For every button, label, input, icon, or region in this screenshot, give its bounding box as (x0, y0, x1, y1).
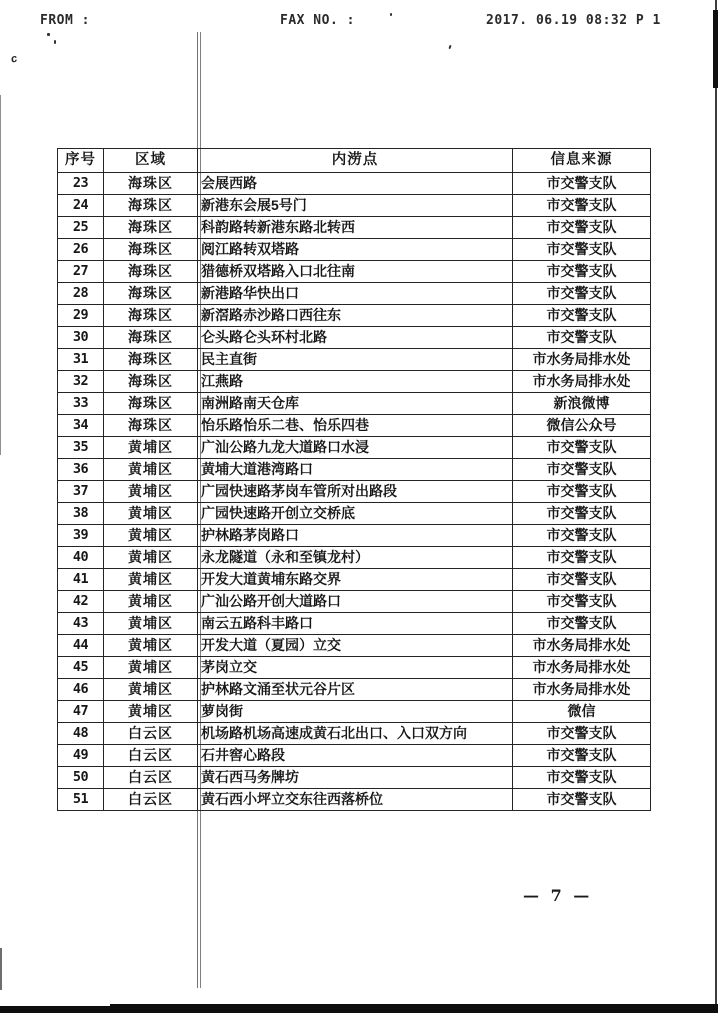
cell-waterlogging-point: 新港东会展5号门 (198, 195, 513, 217)
page-number: — 7 — (523, 886, 593, 905)
cell-info-source: 市水务局排水处 (513, 679, 651, 701)
cell-district: 海珠区 (104, 371, 198, 393)
scan-speck (448, 45, 451, 49)
cell-district: 黄埔区 (104, 525, 198, 547)
fax-from-label: FROM : (40, 13, 90, 28)
table-row (58, 305, 651, 327)
cell-waterlogging-point: 江燕路 (198, 371, 513, 393)
fax-header (0, 13, 718, 31)
table-row (58, 723, 651, 745)
cell-serial-number: 41 (58, 569, 104, 591)
cell-waterlogging-point: 猎德桥双塔路入口北往南 (198, 261, 513, 283)
table-row (58, 613, 651, 635)
cell-serial-number: 38 (58, 503, 104, 525)
cell-info-source: 市交警支队 (513, 569, 651, 591)
right-edge-dark-artifact (713, 10, 718, 88)
scan-speck (54, 40, 56, 44)
waterlogging-points-table (57, 148, 651, 811)
cell-serial-number: 29 (58, 305, 104, 327)
cell-waterlogging-point: 新滘路赤沙路口西往东 (198, 305, 513, 327)
table-row (58, 437, 651, 459)
cell-waterlogging-point: 怡乐路怡乐二巷、怡乐四巷 (198, 415, 513, 437)
table-row (58, 679, 651, 701)
cell-serial-number: 23 (58, 173, 104, 195)
cell-district: 海珠区 (104, 261, 198, 283)
cell-info-source: 市交警支队 (513, 745, 651, 767)
cell-serial-number: 44 (58, 635, 104, 657)
cell-district: 海珠区 (104, 327, 198, 349)
table-row (58, 261, 651, 283)
cell-serial-number: 43 (58, 613, 104, 635)
cell-serial-number: 37 (58, 481, 104, 503)
cell-district: 黄埔区 (104, 481, 198, 503)
table-row (58, 327, 651, 349)
cell-district: 黄埔区 (104, 635, 198, 657)
table-row (58, 701, 651, 723)
table-row (58, 591, 651, 613)
cell-serial-number: 35 (58, 437, 104, 459)
table-row (58, 239, 651, 261)
cell-serial-number: 30 (58, 327, 104, 349)
cell-district: 黄埔区 (104, 701, 198, 723)
cell-waterlogging-point: 广园快速路开创立交桥底 (198, 503, 513, 525)
cell-waterlogging-point: 广园快速路茅岗车管所对出路段 (198, 481, 513, 503)
cell-waterlogging-point: 会展西路 (198, 173, 513, 195)
cell-district: 海珠区 (104, 195, 198, 217)
cell-district: 白云区 (104, 723, 198, 745)
cell-waterlogging-point: 机场路机场高速成黄石北出口、入口双方向 (198, 723, 513, 745)
table-row (58, 195, 651, 217)
cell-waterlogging-point: 广汕公路开创大道路口 (198, 591, 513, 613)
cell-info-source: 新浪微博 (513, 393, 651, 415)
cell-serial-number: 27 (58, 261, 104, 283)
table-header-row (58, 149, 651, 173)
cell-waterlogging-point: 开发大道（夏园）立交 (198, 635, 513, 657)
cell-waterlogging-point: 南云五路科丰路口 (198, 613, 513, 635)
cell-district: 黄埔区 (104, 591, 198, 613)
cell-waterlogging-point: 护林路茅岗路口 (198, 525, 513, 547)
cell-district: 黄埔区 (104, 459, 198, 481)
scan-smudge-mark: c (9, 52, 19, 66)
cell-district: 海珠区 (104, 393, 198, 415)
cell-district: 白云区 (104, 767, 198, 789)
cell-info-source: 市交警支队 (513, 283, 651, 305)
table-row (58, 745, 651, 767)
cell-serial-number: 42 (58, 591, 104, 613)
cell-waterlogging-point: 永龙隧道（永和至镇龙村） (198, 547, 513, 569)
table-row (58, 371, 651, 393)
cell-serial-number: 25 (58, 217, 104, 239)
cell-info-source: 市交警支队 (513, 481, 651, 503)
cell-district: 黄埔区 (104, 437, 198, 459)
scan-speck (390, 13, 392, 16)
cell-waterlogging-point: 护林路文涌至状元谷片区 (198, 679, 513, 701)
cell-info-source: 市交警支队 (513, 217, 651, 239)
cell-info-source: 市交警支队 (513, 613, 651, 635)
cell-serial-number: 50 (58, 767, 104, 789)
cell-info-source: 市交警支队 (513, 195, 651, 217)
cell-district: 海珠区 (104, 415, 198, 437)
left-edge-line-artifact-lower (0, 948, 2, 990)
cell-district: 海珠区 (104, 349, 198, 371)
cell-waterlogging-point: 阅江路转双塔路 (198, 239, 513, 261)
table-row (58, 569, 651, 591)
table-row (58, 789, 651, 811)
table-body (58, 173, 651, 811)
cell-info-source: 市水务局排水处 (513, 657, 651, 679)
column-header-district: 区域 (104, 149, 198, 173)
cell-info-source: 市交警支队 (513, 503, 651, 525)
cell-serial-number: 36 (58, 459, 104, 481)
table-row (58, 503, 651, 525)
table-row (58, 283, 651, 305)
cell-serial-number: 24 (58, 195, 104, 217)
cell-info-source: 市交警支队 (513, 459, 651, 481)
right-edge-line-artifact (715, 0, 717, 1013)
table-row (58, 173, 651, 195)
cell-district: 白云区 (104, 789, 198, 811)
bottom-scan-bar-thick (110, 1004, 718, 1013)
column-header-location: 内涝点 (198, 149, 513, 173)
cell-info-source: 市交警支队 (513, 591, 651, 613)
cell-district: 黄埔区 (104, 547, 198, 569)
table-row (58, 217, 651, 239)
cell-waterlogging-point: 黄石西马务牌坊 (198, 767, 513, 789)
cell-waterlogging-point: 黄石西小坪立交东往西落桥位 (198, 789, 513, 811)
cell-waterlogging-point: 仑头路仑头环村北路 (198, 327, 513, 349)
cell-serial-number: 51 (58, 789, 104, 811)
table-row (58, 349, 651, 371)
cell-waterlogging-point: 南洲路南天仓库 (198, 393, 513, 415)
cell-info-source: 市水务局排水处 (513, 349, 651, 371)
table-row (58, 481, 651, 503)
cell-waterlogging-point: 茅岗立交 (198, 657, 513, 679)
cell-info-source: 微信 (513, 701, 651, 723)
cell-serial-number: 34 (58, 415, 104, 437)
fax-number-label: FAX NO. : (280, 13, 355, 28)
cell-info-source: 市交警支队 (513, 239, 651, 261)
cell-info-source: 市交警支队 (513, 789, 651, 811)
cell-serial-number: 26 (58, 239, 104, 261)
table-row (58, 547, 651, 569)
cell-waterlogging-point: 新港路华快出口 (198, 283, 513, 305)
table-row (58, 657, 651, 679)
column-header-source: 信息来源 (513, 149, 651, 173)
table-row (58, 459, 651, 481)
fax-datetime: 2017. 06.19 08:32 P 1 (486, 13, 661, 28)
cell-info-source: 市交警支队 (513, 327, 651, 349)
cell-serial-number: 28 (58, 283, 104, 305)
table-row (58, 525, 651, 547)
cell-waterlogging-point: 萝岗街 (198, 701, 513, 723)
cell-info-source: 市水务局排水处 (513, 635, 651, 657)
cell-info-source: 市交警支队 (513, 305, 651, 327)
cell-district: 海珠区 (104, 217, 198, 239)
cell-serial-number: 45 (58, 657, 104, 679)
cell-district: 黄埔区 (104, 503, 198, 525)
column-header-no: 序号 (58, 149, 104, 173)
cell-waterlogging-point: 开发大道黄埔东路交界 (198, 569, 513, 591)
cell-waterlogging-point: 黄埔大道港湾路口 (198, 459, 513, 481)
cell-serial-number: 31 (58, 349, 104, 371)
table-row (58, 635, 651, 657)
cell-info-source: 市交警支队 (513, 173, 651, 195)
cell-waterlogging-point: 石井窖心路段 (198, 745, 513, 767)
table-row (58, 393, 651, 415)
cell-waterlogging-point: 科韵路转新港东路北转西 (198, 217, 513, 239)
cell-serial-number: 32 (58, 371, 104, 393)
cell-district: 海珠区 (104, 283, 198, 305)
cell-district: 海珠区 (104, 239, 198, 261)
cell-info-source: 市交警支队 (513, 525, 651, 547)
cell-serial-number: 40 (58, 547, 104, 569)
cell-district: 黄埔区 (104, 679, 198, 701)
cell-serial-number: 33 (58, 393, 104, 415)
cell-serial-number: 46 (58, 679, 104, 701)
cell-info-source: 市交警支队 (513, 261, 651, 283)
cell-waterlogging-point: 广汕公路九龙大道路口水浸 (198, 437, 513, 459)
cell-waterlogging-point: 民主直街 (198, 349, 513, 371)
cell-district: 黄埔区 (104, 569, 198, 591)
cell-district: 黄埔区 (104, 613, 198, 635)
cell-serial-number: 39 (58, 525, 104, 547)
cell-district: 黄埔区 (104, 657, 198, 679)
left-edge-line-artifact (0, 95, 1, 455)
cell-info-source: 微信公众号 (513, 415, 651, 437)
cell-info-source: 市交警支队 (513, 723, 651, 745)
cell-serial-number: 48 (58, 723, 104, 745)
cell-info-source: 市水务局排水处 (513, 371, 651, 393)
cell-serial-number: 47 (58, 701, 104, 723)
cell-district: 海珠区 (104, 173, 198, 195)
cell-serial-number: 49 (58, 745, 104, 767)
cell-info-source: 市交警支队 (513, 547, 651, 569)
scan-speck (47, 33, 50, 36)
table-row (58, 415, 651, 437)
cell-info-source: 市交警支队 (513, 437, 651, 459)
table-row (58, 767, 651, 789)
cell-district: 海珠区 (104, 305, 198, 327)
cell-district: 白云区 (104, 745, 198, 767)
cell-info-source: 市交警支队 (513, 767, 651, 789)
